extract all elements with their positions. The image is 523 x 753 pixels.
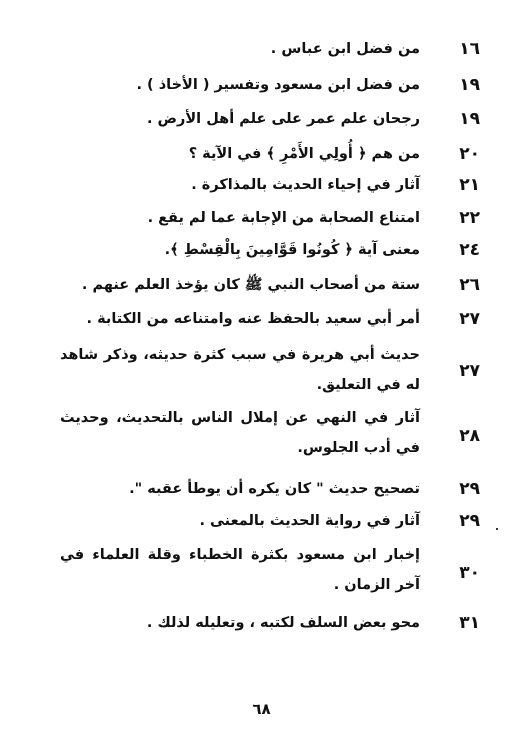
entry-page-number: ٢٢ <box>459 208 480 228</box>
entry-text: إخبار ابن مسعود بكثرة الخطباء وقلة العلماء في آخر الزمان . <box>60 547 420 593</box>
entry-page-number: ٢٠ <box>459 144 480 164</box>
entry-page-number: ١٩ <box>459 109 480 129</box>
entry-page-number: ٢٨ <box>459 426 480 446</box>
entry-page-number: ٢٧ <box>459 309 480 329</box>
entry-page-number: ٢١ <box>459 175 480 195</box>
entry-text: تصحيح حديث " كان يكره أن يوطأ عقبه ". <box>129 481 420 497</box>
entry-text: حديث أبي هريرة في سبب كثرة حديثه، وذكر شاهد له في التعليق. <box>60 347 420 393</box>
entry-page-number: ٢٤ <box>459 240 480 260</box>
entry-page-number: ١٦ <box>459 39 480 59</box>
entry-page-number: ١٩ <box>459 75 480 95</box>
entry-text: رجحان علم عمر على علم أهل الأرض . <box>146 111 420 127</box>
entry-page-number: ٢٦ <box>459 275 480 295</box>
entry-page-number: ٣٠ <box>459 563 480 583</box>
index-entry <box>60 340 480 404</box>
entry-text: آثار في النهي عن إملال الناس بالتحديث، وحديث في أدب الجلوس. <box>60 410 420 456</box>
entry-page-number: ٢٧ <box>459 361 480 381</box>
entry-page-number: ٢٩ <box>459 479 480 499</box>
entry-text: ستة من أصحاب النبي ﷺ كان يؤخذ العلم عنهم . <box>81 277 420 293</box>
stray-mark <box>496 528 498 530</box>
entry-text: امتناع الصحابة من الإجابة عما لم يقع . <box>147 210 420 226</box>
entry-text: أمر أبي سعيد بالحفظ عنه وامتناعه من الكتابة . <box>86 311 420 327</box>
entry-text: من فضل ابن مسعود وتفسير ( الأخاذ ) . <box>136 77 420 93</box>
entry-text: محو بعض السلف لكتبه ، وتعليله لذلك . <box>146 615 420 631</box>
index-entry <box>60 540 480 604</box>
entry-text: معنى آية ﴿ كُونُوا قَوَّامِينَ بِالْقِسْطِ ﴾. <box>164 242 420 258</box>
entry-text: آثار في إحياء الحديث بالمذاكرة . <box>191 177 420 193</box>
entry-page-number: ٢٩ <box>459 511 480 531</box>
index-entry <box>60 403 480 467</box>
page-number: ٦٨ <box>252 700 271 718</box>
entry-text: من فضل ابن عباس . <box>270 41 420 57</box>
entry-text: آثار في رواية الحديث بالمعنى . <box>199 513 420 529</box>
entry-page-number: ٣١ <box>459 613 480 633</box>
entry-text: من هم ﴿ أُولِي الأَمْرِ ﴾ في الآية ؟ <box>188 146 420 162</box>
